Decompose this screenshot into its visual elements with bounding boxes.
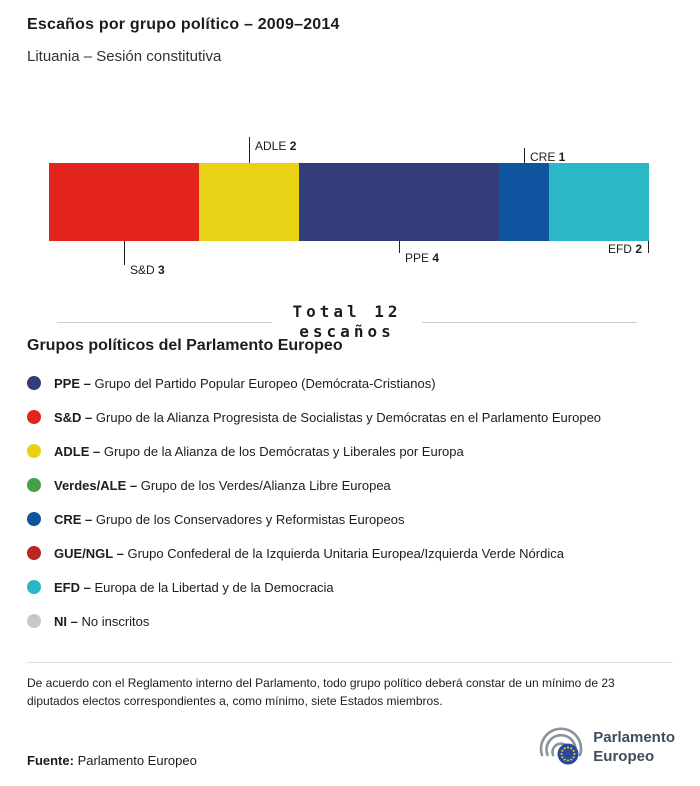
legend-item-text <box>54 546 564 561</box>
footnote-divider <box>27 662 673 663</box>
ep-logo-wordmark <box>593 728 675 766</box>
legend-item <box>27 536 677 570</box>
stacked-bar <box>49 163 649 241</box>
legend-group-abbr: EFD – <box>54 579 91 595</box>
total-rule-right <box>422 322 637 323</box>
legend-group-abbr: ADLE – <box>54 443 101 459</box>
legend-color-dot <box>27 478 41 492</box>
legend-group-abbr: GUE/NGL – <box>54 545 124 561</box>
legend-group-desc: Grupo de los Conservadores y Reformistas Europeos <box>95 511 405 527</box>
callout-line-s-d <box>124 241 125 265</box>
total-seats <box>57 302 637 342</box>
footnote: De acuerdo con el Reglamento interno del Parlamento, todo grupo político deberá constar de un mínimo de 23 diputados electos correspondientes a, como mínimo, siete Estados miembros. <box>27 676 615 708</box>
legend-list <box>27 366 677 638</box>
legend-group-desc: Grupo de los Verdes/Alianza Libre Europea <box>140 477 391 493</box>
legend-item <box>27 570 677 604</box>
total-label <box>292 302 401 342</box>
legend-item-text <box>54 580 334 595</box>
ep-logo-line1: Parlamento <box>593 729 675 746</box>
legend-item-text <box>54 444 464 459</box>
callout-line-ppe <box>399 241 400 253</box>
legend-item-text <box>54 614 149 629</box>
european-parliament-logo[interactable] <box>538 724 675 770</box>
legend-item <box>27 400 677 434</box>
source-value: Parlamento Europeo <box>77 753 197 768</box>
page-subtitle: Lituania – Sesión constitutiva <box>27 48 222 65</box>
legend-group-desc: Grupo del Partido Popular Europeo (Demócrata-Cristianos) <box>94 375 436 391</box>
callout-label-cre: CRE 1 <box>530 150 566 164</box>
legend-group-abbr: PPE – <box>54 375 91 391</box>
bar-segment-ppe[interactable] <box>299 163 499 241</box>
legend-group-abbr: CRE – <box>54 511 93 527</box>
legend-item-text <box>54 478 391 493</box>
legend-color-dot <box>27 410 41 424</box>
callout-label-s-d: S&D 3 <box>130 263 165 277</box>
legend-group-desc: Grupo Confederal de la Izquierda Unitaria Europea/Izquierda Verde Nórdica <box>127 545 564 561</box>
bar-segment-adle[interactable] <box>199 163 299 241</box>
legend-group-abbr: Verdes/ALE – <box>54 477 138 493</box>
seats-chart <box>0 100 700 296</box>
legend-item <box>27 366 677 400</box>
legend-group-desc: Grupo de la Alianza Progresista de Socialistas y Demócratas en el Parlamento Europeo <box>95 409 602 425</box>
page-title: Escaños por grupo político – 2009–2014 <box>27 16 340 33</box>
source-label: Fuente: <box>27 753 74 768</box>
bar-segment-efd[interactable] <box>549 163 649 241</box>
legend-color-dot <box>27 376 41 390</box>
callout-line-adle <box>249 137 250 163</box>
legend-item <box>27 604 677 638</box>
total-label-line1: Total 12 <box>292 302 402 321</box>
ep-hemicycle-icon <box>538 724 584 770</box>
source <box>27 753 197 768</box>
ep-logo-line2: Europeo <box>593 748 655 765</box>
callout-line-efd <box>648 241 649 253</box>
legend-item <box>27 434 677 468</box>
legend-color-dot <box>27 614 41 628</box>
legend-heading: Grupos políticos del Parlamento Europeo <box>27 337 343 354</box>
legend-color-dot <box>27 580 41 594</box>
legend-item <box>27 502 677 536</box>
callout-label-efd: EFD 2 <box>607 242 642 256</box>
callout-label-adle: ADLE 2 <box>255 139 297 153</box>
bar-segment-cre[interactable] <box>499 163 549 241</box>
callout-line-cre <box>524 148 525 163</box>
legend-item <box>27 468 677 502</box>
bar-segment-s-d[interactable] <box>49 163 199 241</box>
legend-color-dot <box>27 512 41 526</box>
legend-group-abbr: S&D – <box>54 409 93 425</box>
legend-group-desc: No inscritos <box>81 613 150 629</box>
legend-group-abbr: NI – <box>54 613 78 629</box>
legend-color-dot <box>27 546 41 560</box>
total-rule-left <box>57 322 272 323</box>
legend-item-text <box>54 512 404 527</box>
legend-group-desc: Grupo de la Alianza de los Demócratas y Liberales por Europa <box>103 443 464 459</box>
total-label-line2: escaños <box>299 322 395 341</box>
callout-label-ppe: PPE 4 <box>405 251 440 265</box>
legend-color-dot <box>27 444 41 458</box>
legend-group-desc: Europa de la Libertad y de la Democracia <box>94 579 334 595</box>
legend-item-text <box>54 410 601 425</box>
legend-item-text <box>54 376 436 391</box>
